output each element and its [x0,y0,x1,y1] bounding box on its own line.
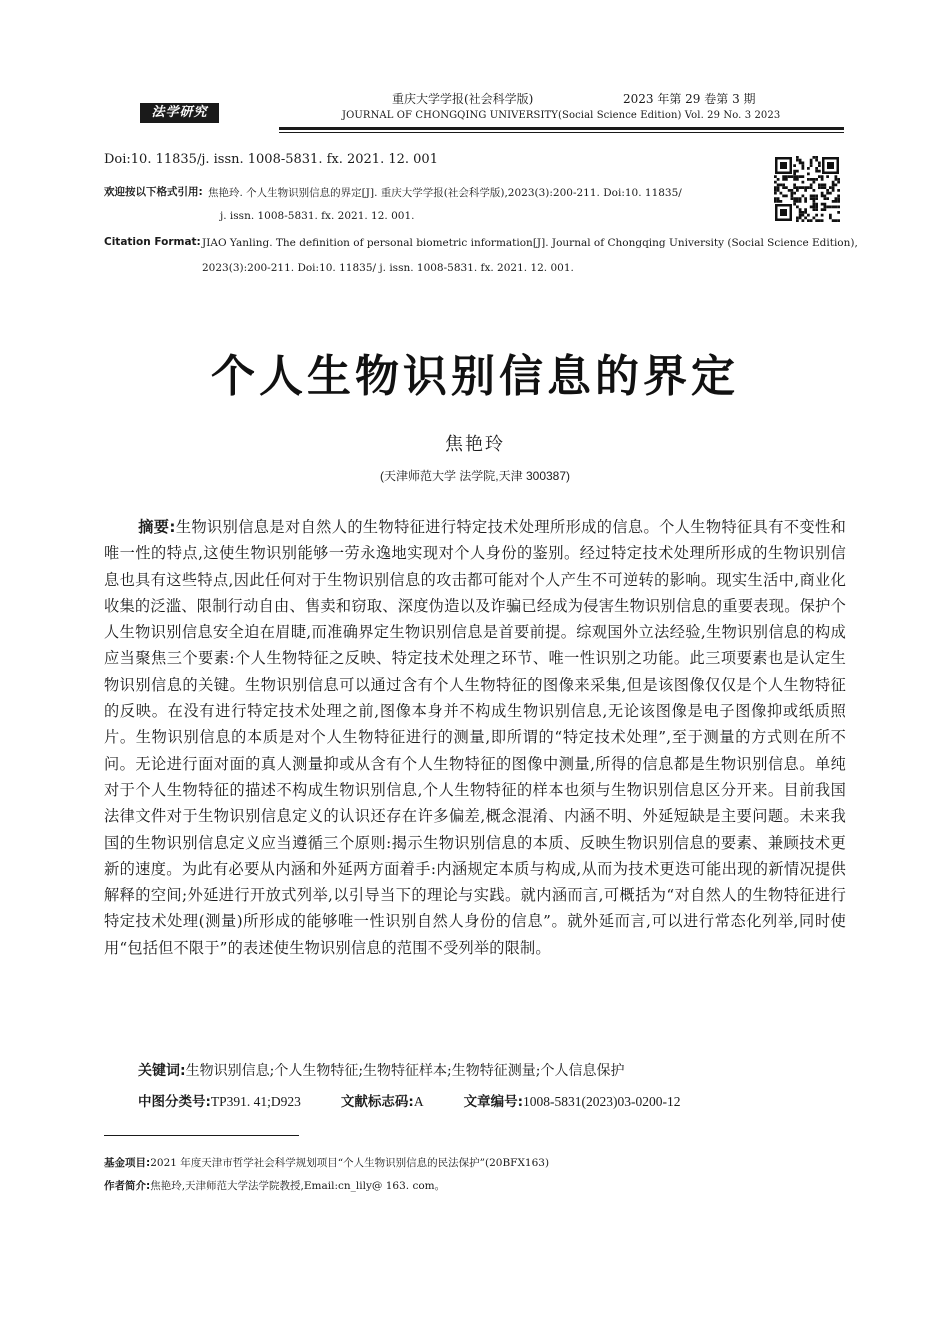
qr-module [815,203,818,206]
qr-module [802,181,805,184]
qr-module [810,186,813,189]
header-rule-thin [279,132,844,133]
qr-module [799,208,802,211]
qr-module [835,219,838,222]
qr-module [804,217,807,220]
qr-module [815,178,818,181]
qr-module [793,192,796,195]
qr-module [832,219,835,222]
author-affiliation: (天津师范大学 法学院,天津 300387) [379,469,571,483]
qr-module [793,186,796,189]
qr-module [810,197,813,200]
qr-module [793,203,796,206]
footnote-rule [104,1135,299,1136]
qr-module [791,175,794,178]
qr-module [799,162,802,165]
qr-module [796,197,799,200]
qr-module [802,195,805,198]
qr-module [802,214,805,217]
qr-module [821,203,824,206]
qr-module [793,175,796,178]
qr-module [774,189,777,192]
citation-en-line1: JIAO Yanling. The definition of personal biometric information[J]. Journal of Chongqing University (Social Science Edition), [202,237,858,249]
author-bio-text: 焦艳玲,天津师范大学法学院教授,Email:cn_lily@ 163. com。 [150,1180,446,1192]
qr-module [813,217,816,220]
qr-module [821,195,824,198]
qr-module [813,208,816,211]
qr-module [804,189,807,192]
qr-module [826,206,829,209]
qr-module [796,217,799,220]
qr-module [815,170,818,173]
qr-module [799,217,802,220]
qr-module [824,203,827,206]
qr-module [774,175,777,178]
qr-module [802,167,805,170]
qr-module [791,197,794,200]
qr-module [788,189,791,192]
qr-module [802,186,805,189]
qr-module [810,206,813,209]
qr-module [821,214,824,217]
qr-module [824,208,827,211]
qr-module [837,206,840,209]
qr-module [791,195,794,198]
qr-module [777,197,780,200]
qr-module [813,206,816,209]
qr-module [810,159,813,162]
citation-en-line2: 2023(3):200-211. Doi:10. 11835/ j. issn. 1008-5831. fx. 2021. 12. 001. [202,262,574,274]
qr-module [788,175,791,178]
qr-module [837,189,840,192]
qr-module [785,178,788,181]
qr-module [824,206,827,209]
qr-module [810,184,813,187]
qr-module [807,219,810,222]
funding-label: 基金项目: [104,1157,151,1169]
qr-module [785,175,788,178]
qr-module [802,219,805,222]
qr-module [829,206,832,209]
section-tag: 法学研究 [140,103,219,123]
qr-module [832,189,835,192]
clc-label: 中图分类号: [138,1094,211,1110]
qr-module [804,211,807,214]
abstract [104,514,846,961]
citation-en-label: Citation Format: [104,236,201,248]
qr-module [821,175,824,178]
qr-module [837,181,840,184]
qr-module [774,181,777,184]
qr-module [832,181,835,184]
qr-module [804,197,807,200]
qr-module [813,200,816,203]
qr-module [799,214,802,217]
qr-module [810,178,813,181]
paper-title: 个人生物识别信息的界定 [211,351,739,402]
qr-module [807,178,810,181]
qr-module [793,164,796,167]
qr-module [815,195,818,198]
qr-module [785,186,788,189]
funding-note [104,1155,549,1170]
author-bio-note [104,1178,445,1193]
qr-module [835,200,838,203]
doc-code-value: A [413,1094,424,1109]
qr-module [799,175,802,178]
qr-module [813,178,816,181]
qr-module [807,186,810,189]
qr-module [780,192,783,195]
qr-module [796,175,799,178]
qr-module [804,200,807,203]
funding-text: 2021 年度天津市哲学社会科学规划项目“个人生物识别信息的民法保护”(20BFX163) [150,1157,550,1169]
qr-module [791,189,794,192]
qr-module [804,186,807,189]
qr-module [785,195,788,198]
qr-module [815,214,818,217]
qr-module [799,186,802,189]
qr-module [821,184,824,187]
qr-module [818,170,821,173]
qr-module [821,186,824,189]
qr-module [815,197,818,200]
qr-module [796,170,799,173]
qr-module [802,164,805,167]
citation-cn-line1: 焦艳玲. 个人生物识别信息的界定[J]. 重庆大学学报(社会科学版),2023(3):200-211. Doi:10. 11835/ [208,187,682,199]
qr-module [793,173,796,176]
qr-module [793,184,796,187]
qr-module [796,219,799,222]
journal-name-cn: 重庆大学学报(社会科学版) [392,92,534,106]
qr-module [793,197,796,200]
article-id-value: 1008-5831(2023)03-0200-12 [522,1094,681,1109]
qr-module [829,217,832,220]
qr-module [774,192,777,195]
qr-module [813,189,816,192]
qr-module [826,175,829,178]
journal-name-en: JOURNAL OF CHONGQING UNIVERSITY(Social Science Edition) Vol. 29 No. 3 2023 [342,110,781,121]
qr-module [780,184,783,187]
abstract-label: 摘要: [138,518,176,536]
qr-module [821,219,824,222]
qr-module [774,200,777,203]
qr-module [821,192,824,195]
qr-module [804,208,807,211]
qr-module [837,178,840,181]
qr-module [815,167,818,170]
qr-module [835,184,838,187]
qr-module [829,186,832,189]
qr-module [818,162,821,165]
qr-module [799,200,802,203]
qr-module [774,197,777,200]
keywords-text: 生物识别信息;个人生物特征;生物特征样本;生物特征测量;个人信息保护 [185,1063,625,1079]
qr-module [813,195,816,198]
qr-module [793,178,796,181]
qr-module [815,208,818,211]
qr-module [815,206,818,209]
qr-module [829,192,832,195]
qr-module [799,159,802,162]
article-id-label: 文章编号: [463,1094,523,1110]
keywords [138,1060,624,1080]
qr-module [796,206,799,209]
qr-module [796,186,799,189]
qr-module [782,184,785,187]
qr-module [774,186,777,189]
qr-module [777,200,780,203]
qr-module [782,195,785,198]
qr-module [796,159,799,162]
qr-module [807,173,810,176]
qr-module [810,195,813,198]
qr-module [818,175,821,178]
qr-module [782,178,785,181]
qr-module [782,186,785,189]
qr-module [815,156,818,159]
qr-module [777,186,780,189]
qr-module [837,195,840,198]
qr-module [824,197,827,200]
qr-module [837,200,840,203]
qr-module [810,164,813,167]
qr-module [837,197,840,200]
qr-module [837,211,840,214]
qr-module [796,200,799,203]
citation-cn-line2: j. issn. 1008-5831. fx. 2021. 12. 001. [220,210,415,222]
qr-module [807,167,810,170]
qr-module [810,219,813,222]
qr-module [802,211,805,214]
qr-module [796,189,799,192]
qr-module [815,159,818,162]
qr-module [835,178,838,181]
qr-module [777,184,780,187]
qr-module [793,170,796,173]
qr-module [799,211,802,214]
qr-module [777,189,780,192]
qr-module [802,162,805,165]
qr-module [791,192,794,195]
qr-module [826,197,829,200]
issue-info-cn: 2023 年第 29 卷第 3 期 [623,92,756,106]
qr-module [835,206,838,209]
qr-module [832,186,835,189]
qr-code-icon [774,156,840,222]
abstract-text: 生物识别信息是对自然人的生物特征进行特定技术处理所形成的信息。个人生物特征具有不变性和唯一性的特点,这使生物识别能够一劳永逸地实现对个人身份的鉴别。经过特定技术处理所形成的生物识别信息也具有这些特点,因此任何对于生物识别信息的攻击都可能对个人产生不可逆转的影响。现实生活中,商业化收集的泛滥、限制行动自由、售卖和窃取、深度伪造以及诈骗已经成为侵害生物识别信息的重要表现。保护个人生物识别信息安全迫在眉睫,而准确界定生物识别信息是首要前提。综观国外立法经验,生物识别信息的构成应当聚焦三个要素:个人生物特征之反映、特定技术处理之环节、唯一性识别之功能。此三项要素也是认定生物识别信息的关键。生物识别信息可以通过含有个人生物特征的图像来采集,但是该图像仅仅是个人生物特征的反映。在没有进行特定技术处理之前,图像本身并不构成生物识别信息,无论该图像是电子图像抑或纸质照片。生物识别信息的本质是对个人生物特征进行的测量,即所谓的“特定技术处理”,至于测量的方式则在所不问。无论进行面对面的真人测量抑或从含有个人生物特征的图像中测量,所得的信息都是生物识别信息。单纯对于个人生物特征的描述不构成生物识别信息,个人生物特征的样本也须与生物识别信息区分开来。目前我国法律文件对于生物识别信息定义的认识还存在许多偏差,概念混淆、内涵不明、外延短缺是主要问题。未来我国的生物识别信息定义应当遵循三个原则:揭示生物识别信息的本质、反映生物识别信息的要素、兼顾技术更新的速度。为此有必要从内涵和外延两方面着手:内涵规定本质与构成,从而为技术更迭可能出现的新情况提供解释的空间;外延进行开放式列举,以引导当下的理论与实践。就内涵而言,可概括为“对自然人的生物特征进行特定技术处理(测量)所形成的能够唯一性识别自然人身份的信息”。就外延而言,可以进行常态化列举,同时使用“包括但不限于”的表述使生物识别信息的范围不受列举的限制。 [104,518,846,957]
qr-module [777,178,780,181]
qr-module [818,184,821,187]
qr-module [826,192,829,195]
qr-module [813,203,816,206]
qr-module [835,197,838,200]
qr-module [796,156,799,159]
qr-module [826,189,829,192]
qr-module [832,206,835,209]
qr-module [807,214,810,217]
qr-module [821,178,824,181]
qr-module [818,186,821,189]
qr-module [813,197,816,200]
qr-module [837,219,840,222]
qr-module [813,181,816,184]
qr-module [824,186,827,189]
qr-module [829,214,832,217]
qr-module [832,184,835,187]
qr-module [832,200,835,203]
author-name: 焦艳玲 [445,434,505,455]
header-rule-thick [279,127,844,130]
citation-cn-label: 欢迎按以下格式引用: [104,186,203,198]
qr-module [793,200,796,203]
qr-module [780,200,783,203]
qr-module [824,184,827,187]
author-bio-label: 作者简介: [104,1180,151,1192]
doc-code-label: 文献标志码: [340,1094,414,1110]
qr-module [799,197,802,200]
qr-module [810,162,813,165]
qr-module [821,208,824,211]
qr-module [796,178,799,181]
clc-value: TP391. 41;D923 [210,1094,301,1109]
qr-module [813,156,816,159]
qr-module [802,175,805,178]
doi: Doi:10. 11835/j. issn. 1008-5831. fx. 2021. 12. 001 [104,152,438,167]
qr-module [835,175,838,178]
keywords-label: 关键词: [138,1063,186,1079]
qr-module [818,219,821,222]
classification-line [138,1090,680,1110]
qr-module [818,164,821,167]
qr-module [782,175,785,178]
qr-module [815,219,818,222]
qr-module [824,195,827,198]
